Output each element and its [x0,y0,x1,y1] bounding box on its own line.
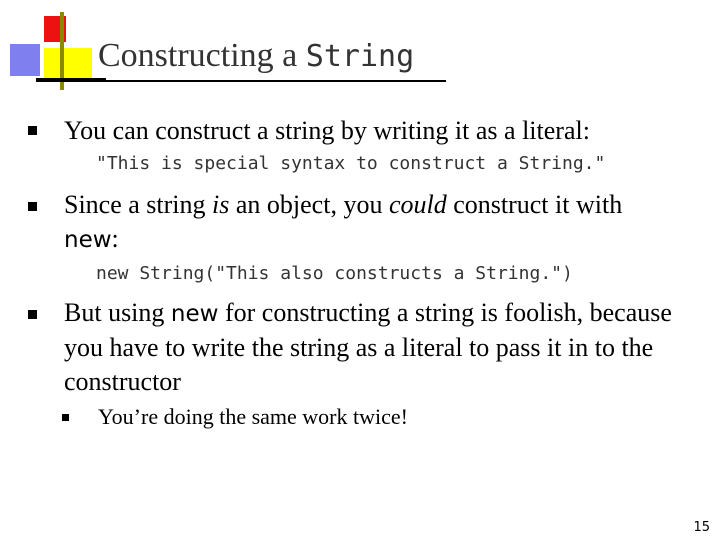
bullet-2-mid: an object, you [229,190,389,219]
code-new-example: new String("This also constructs a String.") [96,263,573,284]
bullet-3-pre: But using [64,298,171,327]
bullet-2-post: construct it with [446,190,623,219]
bullet-marker [28,126,37,135]
bullet-2-em-is: is [212,190,230,219]
title-text: Constructing a [98,37,306,74]
code-literal-example: "This is special syntax to construct a String." [96,153,606,174]
slide-logo-icon [0,0,110,90]
bullet-2-pre: Since a string [64,190,213,219]
title-code: String [305,39,415,74]
bullet-2-code-new: new [64,227,112,253]
bullet-2-end: : [111,224,119,253]
slide-title [98,34,414,79]
bullet-2-text [64,188,684,257]
bullet-3-code-new: new [170,301,219,327]
sub-bullet-marker [62,414,69,421]
title-underline [36,80,446,82]
bullet-3-text [64,296,704,399]
bullet-marker [28,310,37,319]
bullet-3-post: for constructing a string is foolish, because you have to write the string as a literal to pass it in to the constructor [64,298,672,396]
bullet-marker [28,202,37,211]
sub-bullet-text: You’re doing the same work twice! [98,404,408,429]
page-number: 15 [693,520,710,535]
bullet-1-text: You can construct a string by writing it as a literal: [64,116,590,145]
bullet-2-em-could: could [388,190,447,219]
